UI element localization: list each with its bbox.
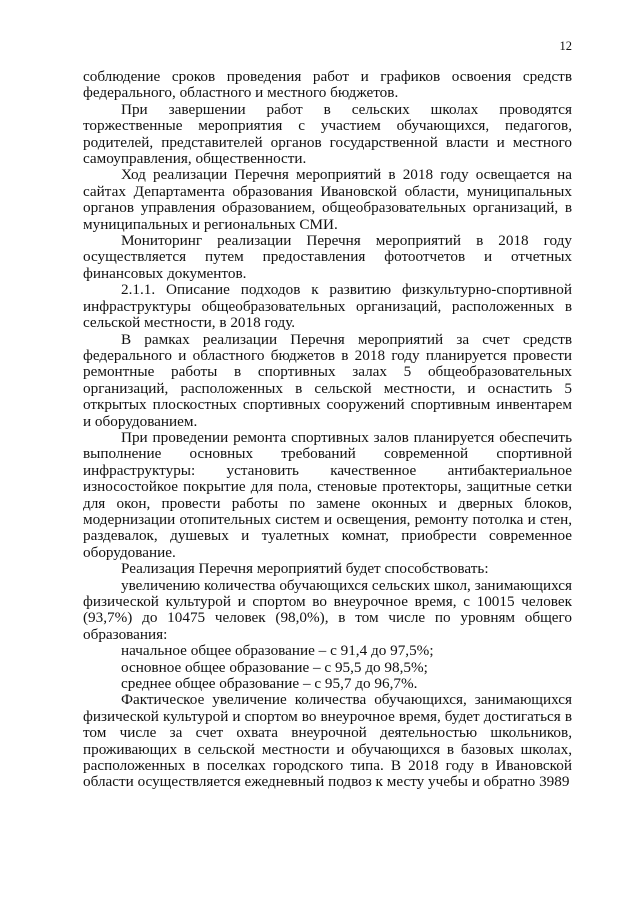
list-item-secondary-education: среднее общее образование – с 95,7 до 96,7%.: [121, 675, 418, 693]
paragraph-planned-repairs: В рамках реализации Перечня мероприятий за счет средств федерального и областного бюджетов в 2018 году планируется провести ремонтные работы в спортивных залах 5 общеобразовательных организаций, расположенных в сельской местности, и оснастить 5 открытых плоскостных спортивных сооружений спортивным инвентарем и оборудованием.: [83, 330, 572, 430]
paragraph-budget-deadlines: соблюдение сроков проведения работ и графиков освоения средств федерального, областного и местного бюджетов.: [83, 68, 572, 102]
paragraph-ceremonies: При завершении работ в сельских школах проводятся торжественные мероприятия с участием обучающихся, педагогов, родителей, представителей органов государственной власти и местного самоуправления, общественности.: [83, 100, 572, 168]
paragraph-media-coverage: Ход реализации Перечня мероприятий в 2018 году освещается на сайтах Департамента образования Ивановской области, муниципальных органов управления образованием, общеобразовательных организаций, в муниципальных и региональных СМИ.: [83, 166, 572, 233]
paragraph-expected-results: Реализация Перечня мероприятий будет способствовать:: [121, 560, 489, 578]
paragraph-repair-requirements: При проведении ремонта спортивных залов планируется обеспечить выполнение основных требований современной спортивной инфраструктуры: установить качественное антибактериальное износостойкое покрытие для пола, стеновые протекторы, защитные сетки для окон, провести работы по замене оконных и дверных блоков, модернизации отопительных систем и освещения, ремонту потолка и стен, раздевалок, душевых и туалетных комнат, приобрести современное оборудование.: [83, 428, 572, 561]
list-item-basic-education: основное общее образование – с 95,5 до 98,5%;: [121, 658, 428, 676]
page-number: 12: [559, 39, 572, 53]
section-heading-2-1-1: 2.1.1. Описание подходов к развитию физкультурно-спортивной инфраструктуры общеобразовательных организаций, расположенных в сельской местности, в 2018 году.: [83, 281, 572, 332]
list-item-primary-education: начальное общее образование – с 91,4 до 97,5%;: [121, 642, 434, 660]
paragraph-actual-increase: Фактическое увеличение количества обучающихся, занимающихся физической культурой и спортом во внеурочное время, будет достигаться в том числе за счет охвата внеурочной деятельностью школьников, проживающих в сельской местности и обучающихся в базовых школах, расположенных в поселках городского типа. В 2018 году в Ивановской области осуществляется ежедневный подвоз к месту учебы и обратно 3989: [83, 691, 572, 791]
paragraph-student-increase: увеличению количества обучающихся сельских школ, занимающихся физической культурой и спортом во внеурочное время, с 10015 человек (93,7%) до 10475 человек (98,0%), в том числе по уровням общего образования:: [83, 576, 572, 643]
body-text: [83, 69, 572, 791]
paragraph-monitoring: Мониторинг реализации Перечня мероприятий в 2018 году осуществляется путем предоставления фотоотчетов и отчетных финансовых документов.: [83, 232, 572, 282]
